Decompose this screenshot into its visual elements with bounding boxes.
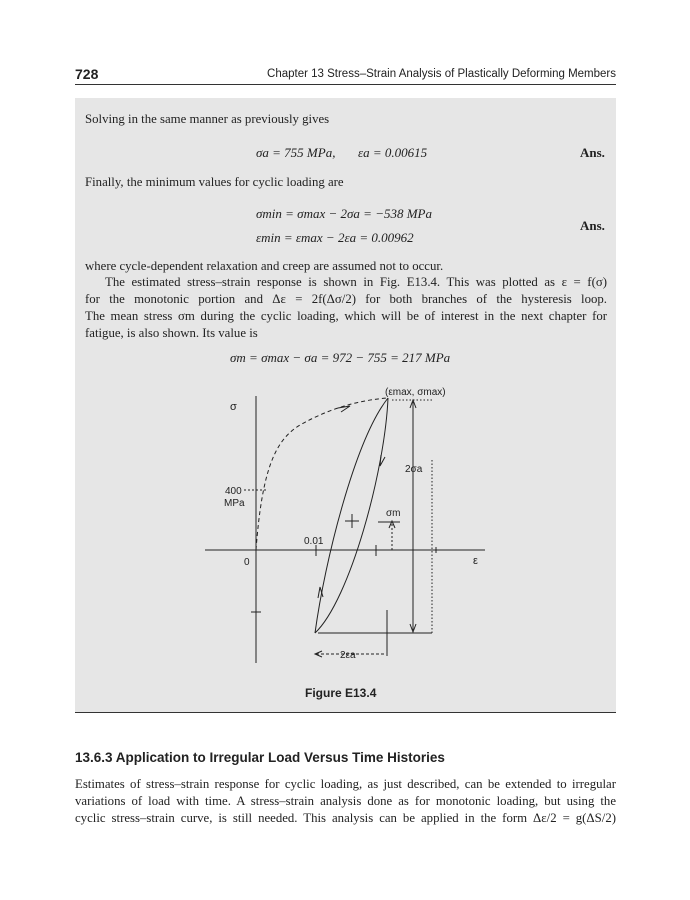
paragraph-line: for the monotonic portion and Δε = 2f(Δσ/2) for both branches of the hysteresis loop. <box>85 292 607 306</box>
paragraph-line: fatigue, is also shown. Its value is <box>85 326 258 340</box>
section-line: cyclic stress–strain curve, is still needed. This analysis can be applied in the form Δε/2 = g(ΔS/2) <box>75 811 616 825</box>
section-heading: 13.6.3 Application to Irregular Load Versus Time Histories <box>75 750 445 765</box>
running-head: Chapter 13 Stress–Strain Analysis of Plastically Deforming Members <box>267 68 616 80</box>
sigma-axis-label: σ <box>230 401 237 413</box>
two-sigma-a-label: 2σa <box>405 464 423 475</box>
figure-caption: Figure E13.4 <box>305 686 377 700</box>
section-line: Estimates of stress–strain response for cyclic loading, as just described, can be extended to irregular <box>75 777 616 791</box>
stress-400-label: 400 <box>225 486 242 497</box>
section-line: variations of load with time. A stress–strain analysis done as for monotonic loading, but using the <box>75 794 616 808</box>
paragraph-line: The mean stress σm during the cyclic loading, which will be of interest in the next chapter for <box>85 309 607 323</box>
paragraph-line: The estimated stress–strain response is shown in Fig. E13.4. This was plotted as ε = f(σ) <box>105 275 607 289</box>
peak-label: (εmax, σmax) <box>385 387 446 398</box>
example-finally: Finally, the minimum values for cyclic loading are <box>85 175 344 189</box>
arrow-icon <box>380 455 385 466</box>
page-number: 728 <box>75 66 99 82</box>
two-eps-a-label: 2εa <box>340 650 356 661</box>
example-intro: Solving in the same manner as previously gives <box>85 112 330 126</box>
sigma-m-label: σm <box>386 508 401 519</box>
monotonic-curve <box>256 398 388 550</box>
equation-mean-stress: σm = σmax − σa = 972 − 755 = 217 MPa <box>230 350 451 365</box>
equation-epsilon-a: εa = 0.00615 <box>358 145 428 160</box>
equation-sigma-a: σa = 755 MPa, <box>256 145 336 160</box>
paragraph-relaxation: where cycle-dependent relaxation and creep are assumed not to occur. <box>85 259 444 273</box>
answer-label-2: Ans. <box>580 218 605 233</box>
equation-sigma-min: σmin = σmax − 2σa = −538 MPa <box>256 206 433 221</box>
origin-label: 0 <box>244 557 250 568</box>
epsilon-axis-label: ε <box>473 555 478 567</box>
section-body <box>75 776 616 827</box>
equation-epsilon-min: εmin = εmax − 2εa = 0.00962 <box>256 230 414 245</box>
stress-unit-label: MPa <box>224 498 245 509</box>
strain-001-label: 0.01 <box>304 536 324 547</box>
arrow-icon <box>338 406 350 412</box>
answer-label-1: Ans. <box>580 145 605 160</box>
